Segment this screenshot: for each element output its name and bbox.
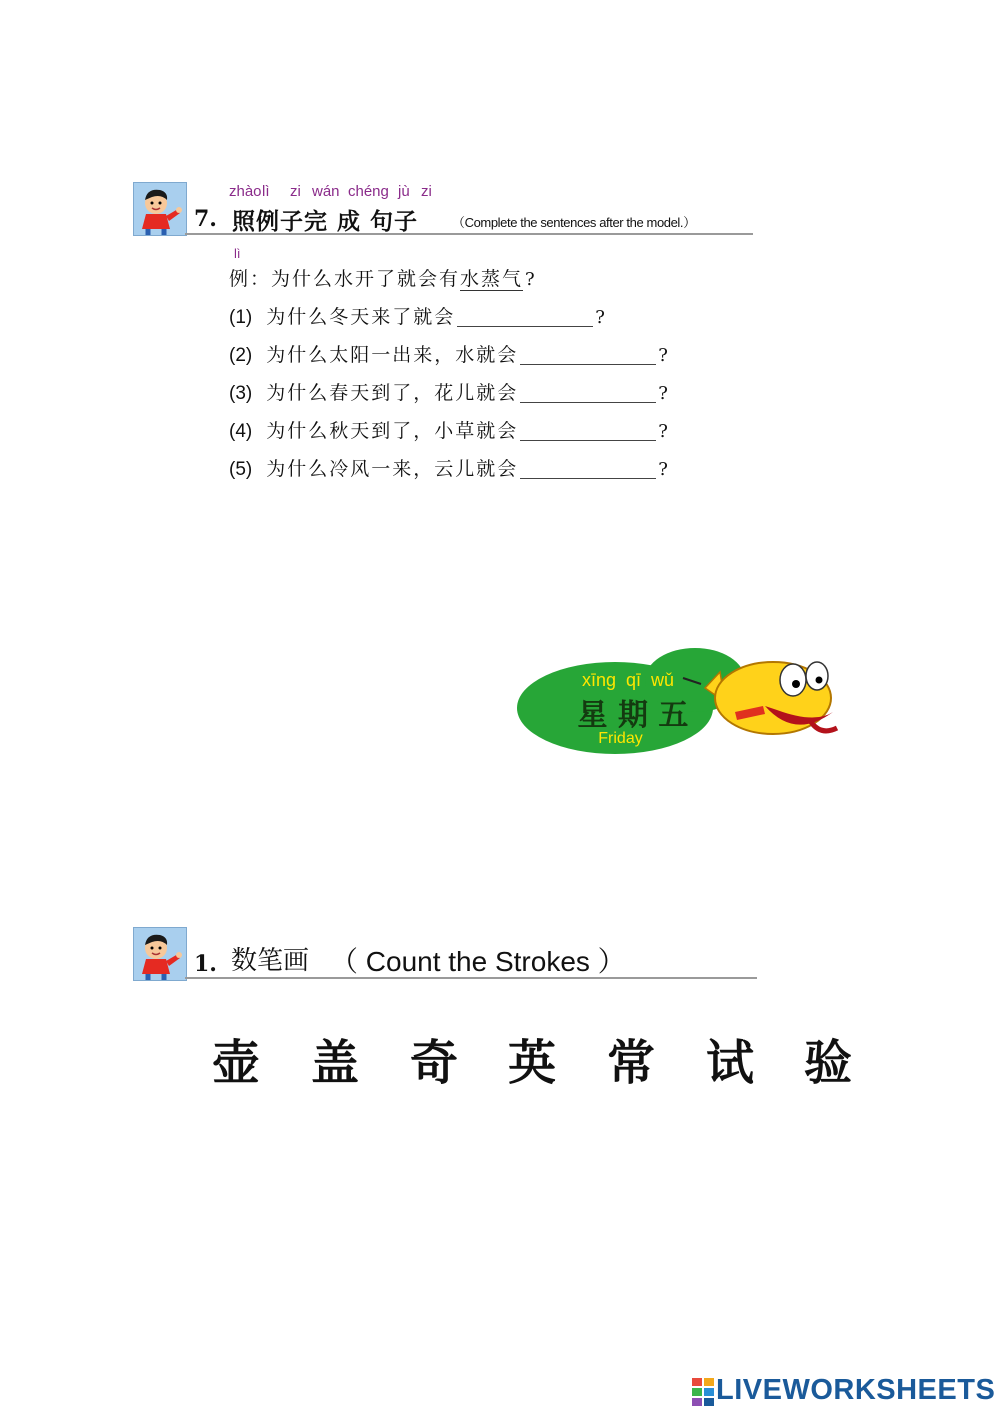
friday-english: Friday (598, 730, 643, 747)
item-5 (229, 454, 670, 481)
pinyin-cheng: chéng (348, 183, 389, 200)
stroke-char-3: 奇 (410, 1035, 459, 1091)
item-3-answer-blank[interactable] (520, 380, 656, 403)
stroke-char-5: 常 (607, 1035, 656, 1091)
friday-chinese: 星 期 五 (577, 698, 689, 733)
item-2 (229, 340, 670, 367)
section-7-title: 照例子完 成 句子 (232, 208, 419, 235)
example-question-mark: ? (525, 269, 537, 290)
stroke-char-7: 验 (804, 1035, 853, 1091)
item-3 (229, 378, 670, 405)
section-7-number: 7. (194, 206, 217, 232)
pinyin-zhao: zhào (229, 183, 262, 200)
item-4-text: 为什么秋天到了，小草就会 (266, 420, 519, 442)
liveworksheets-logo-icon (692, 1378, 714, 1406)
item-2-text: 为什么太阳一出来，水就会 (266, 344, 519, 366)
stroke-char-6: 试 (706, 1035, 755, 1091)
stroke-char-2: 盖 (311, 1035, 360, 1091)
pinyin-wan: wán (312, 183, 340, 200)
example-prefix: 例：为什么水开了就会有 (229, 268, 461, 290)
section-1-title: 数笔画 (231, 946, 310, 976)
example-sentence (229, 264, 537, 291)
item-3-label: (3) (229, 383, 253, 404)
liveworksheets-text: LIVEWORKSHEETS (716, 1374, 996, 1406)
liveworksheets-watermark (692, 1374, 996, 1410)
item-2-label: (2) (229, 345, 253, 366)
item-4 (229, 416, 670, 443)
section-7-subtitle: （Complete the sentences after the model.） (452, 215, 696, 230)
pinyin-zi: zi (290, 183, 301, 200)
friday-badge (515, 640, 845, 755)
item-3-text: 为什么春天到了，花儿就会 (266, 382, 519, 404)
item-2-question-mark: ? (658, 345, 670, 366)
section-7-pinyin (0, 183, 1000, 203)
student-avatar-icon-2 (133, 927, 187, 981)
item-4-answer-blank[interactable] (520, 418, 656, 441)
pinyin-li: lì (262, 183, 270, 200)
item-3-question-mark: ? (658, 383, 670, 404)
item-1 (229, 302, 607, 329)
section-1-subtitle: （ Count the Strokes ） (330, 946, 626, 977)
item-2-answer-blank[interactable] (520, 342, 656, 365)
stroke-char-1: 壶 (212, 1035, 261, 1091)
item-5-text: 为什么冷风一来，云儿就会 (266, 458, 519, 480)
pinyin-ju: jù (398, 183, 410, 200)
section-1-number: 1. (194, 951, 217, 977)
item-5-question-mark: ? (658, 459, 670, 480)
item-5-label: (5) (229, 459, 253, 480)
item-1-answer-blank[interactable] (457, 304, 593, 327)
item-5-answer-blank[interactable] (520, 456, 656, 479)
example-pinyin: lì (234, 246, 241, 261)
stroke-char-4: 英 (508, 1035, 557, 1091)
pinyin-zi-2: zi (421, 183, 432, 200)
item-4-question-mark: ? (658, 421, 670, 442)
friday-pinyin: xīng qī wǔ (581, 670, 675, 690)
item-1-question-mark: ? (595, 307, 607, 328)
item-4-label: (4) (229, 421, 253, 442)
example-answer: 水蒸气 (460, 268, 524, 290)
item-1-label: (1) (229, 307, 253, 328)
item-1-text: 为什么冬天来了就会 (266, 306, 456, 328)
